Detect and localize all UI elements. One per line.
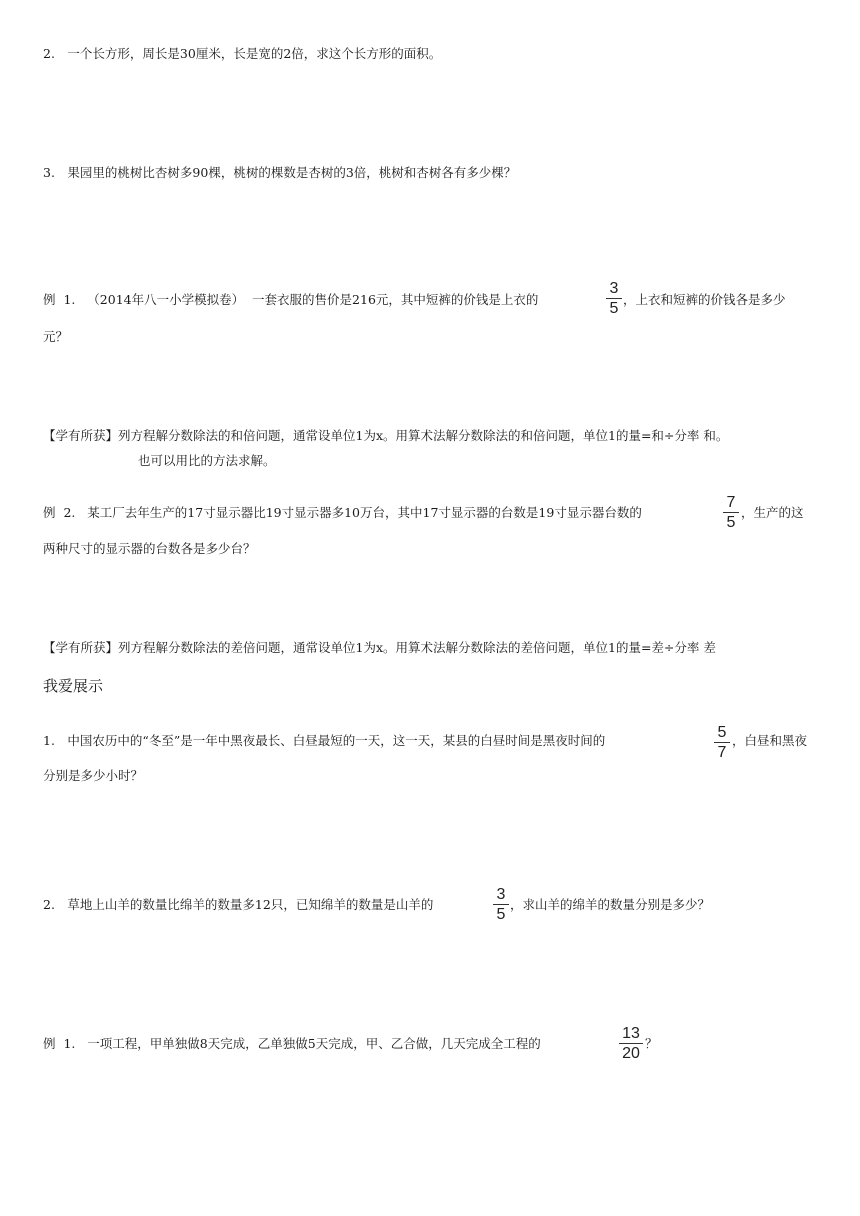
fraction-13-20 bbox=[619, 1025, 643, 1062]
fraction-denominator: 5 bbox=[496, 906, 506, 923]
fraction-bar bbox=[723, 512, 739, 513]
fraction-numerator: 3 bbox=[609, 280, 619, 297]
example-1-text-b: ，上衣和短裤的价钱各是多少 bbox=[623, 292, 786, 307]
fraction-numerator: 13 bbox=[622, 1025, 640, 1042]
example-1-text-c: 元？ bbox=[43, 329, 69, 344]
example-2-text-c: 两种尺寸的显示器的台数各是多少台？ bbox=[43, 541, 256, 556]
fraction-bar bbox=[606, 298, 622, 299]
example-2-text-b: ，生产的这 bbox=[741, 505, 804, 520]
fraction-3-5 bbox=[606, 280, 622, 317]
show-problem-1-text-a: 1. 中国农历中的“冬至”是一年中黑夜最长、白昼最短的一天，这一天，某县的白昼时间是黑夜时间的 bbox=[43, 733, 606, 748]
show-problem-2-text-a: 2. 草地上山羊的数量比绵羊的数量多12只，已知绵羊的数量是山羊的 bbox=[43, 897, 434, 912]
learning-gain-1-text: 【学有所获】列方程解分数除法的和倍问题，通常设单位1为x。用算术法解分数除法的和倍问题，单位1的量=和÷分率 和。 bbox=[43, 428, 729, 443]
example-2-text-a: 例 2. 某工厂去年生产的17寸显示器比19寸显示器多10万台，其中17寸显示器的台数是19寸显示器台数的 bbox=[43, 505, 642, 520]
fraction-denominator: 5 bbox=[726, 514, 736, 531]
fraction-5-7 bbox=[714, 724, 730, 761]
fraction-3-5-b bbox=[493, 886, 509, 923]
fraction-denominator: 20 bbox=[622, 1045, 640, 1062]
fraction-denominator: 7 bbox=[717, 744, 727, 761]
fraction-numerator: 5 bbox=[717, 724, 727, 741]
problem-2-text: 2. 一个长方形，周长是30厘米，长是宽的2倍，求这个长方形的面积。 bbox=[43, 46, 442, 61]
example-3-text-b: ？ bbox=[645, 1036, 658, 1051]
fraction-bar bbox=[493, 904, 509, 905]
fraction-denominator: 5 bbox=[609, 300, 619, 317]
show-problem-2-text-b: ，求山羊的绵羊的数量分别是多少？ bbox=[510, 897, 711, 912]
fraction-bar bbox=[714, 742, 730, 743]
example-3-text-a: 例 1. 一项工程，甲单独做8天完成，乙单独做5天完成，甲、乙合做，几天完成全工程的 bbox=[43, 1036, 541, 1051]
learning-gain-1-continuation: 也可以用比的方法求解。 bbox=[138, 453, 276, 468]
fraction-7-5 bbox=[723, 494, 739, 531]
section-title: 我爱展示 bbox=[43, 677, 104, 695]
learning-gain-2-text: 【学有所获】列方程解分数除法的差倍问题，通常设单位1为x。用算术法解分数除法的差倍问题，单位1的量=差÷分率 差 bbox=[43, 640, 716, 655]
fraction-numerator: 7 bbox=[726, 494, 736, 511]
show-problem-1-text-b: ，白昼和黑夜 bbox=[732, 733, 808, 748]
show-problem-1-text-c: 分别是多少小时？ bbox=[43, 768, 144, 783]
problem-3-text: 3. 果园里的桃树比杏树多90棵，桃树的棵数是杏树的3倍，桃树和杏树各有多少棵？ bbox=[43, 165, 517, 180]
fraction-numerator: 3 bbox=[496, 886, 506, 903]
fraction-bar bbox=[619, 1043, 643, 1044]
example-1-text-a: 例 1. （2014年八一小学模拟卷） 一套衣服的售价是216元，其中短裤的价钱是上衣的 bbox=[43, 292, 539, 307]
